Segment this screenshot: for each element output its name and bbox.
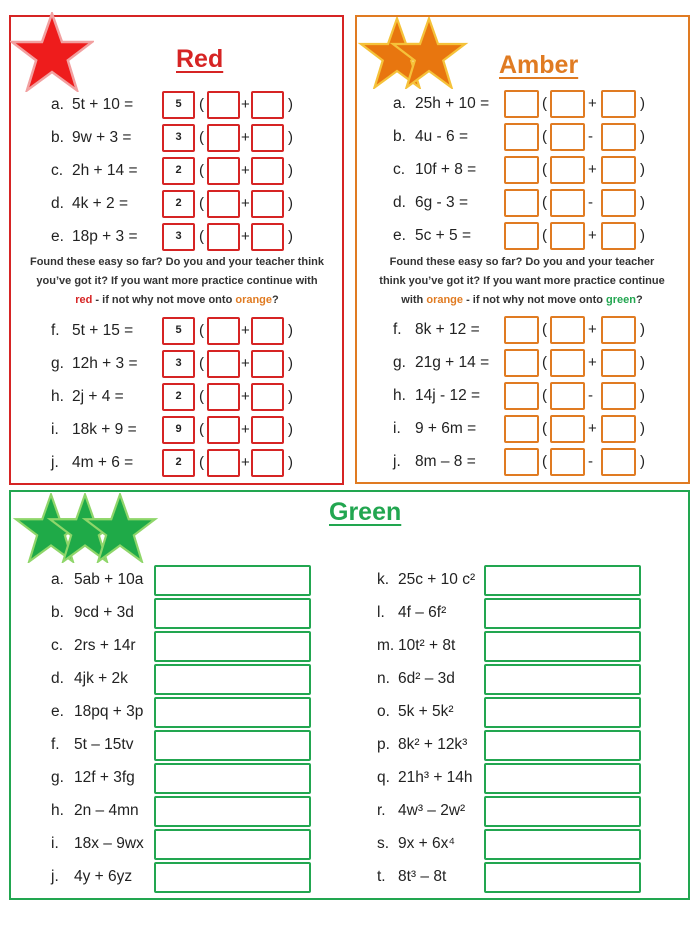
operator-sign: - xyxy=(588,453,593,470)
answer-box-term2[interactable] xyxy=(251,383,284,411)
operator-sign: + xyxy=(588,161,597,178)
red-progress-note: Found these easy so far? Do you and your teacher think you’ve got it? If you want more practice continue with red - if not why not move onto orange? xyxy=(29,256,324,306)
operator-sign: + xyxy=(241,355,250,372)
question-expression: 9w + 3 = xyxy=(72,129,132,146)
close-bracket: ) xyxy=(288,195,293,212)
question-expression: 6g - 3 = xyxy=(415,194,468,211)
question-label: a. xyxy=(51,571,64,588)
answer-box-term2[interactable] xyxy=(251,190,284,218)
operator-sign: + xyxy=(241,96,250,113)
question-expression: 18p + 3 = xyxy=(72,228,138,245)
question-expression: 12h + 3 = xyxy=(72,355,138,372)
answer-box-term1[interactable] xyxy=(550,222,585,250)
question-label: s. xyxy=(377,835,390,852)
star-icon xyxy=(387,17,471,89)
factor-box: 2 xyxy=(162,190,195,218)
question-expression: 18k + 9 = xyxy=(72,421,137,438)
question-expression: 4f – 6f² xyxy=(398,604,447,621)
question-expression: 2rs + 14r xyxy=(74,637,136,654)
answer-box-term2[interactable] xyxy=(251,91,284,119)
answer-box[interactable] xyxy=(484,697,641,728)
open-bracket: ( xyxy=(199,421,204,438)
question-label: h. xyxy=(51,802,64,819)
close-bracket: ) xyxy=(288,228,293,245)
factor-box: 2 xyxy=(162,157,195,185)
answer-box-term2[interactable] xyxy=(601,316,636,344)
question-expression: 2h + 14 = xyxy=(72,162,138,179)
answer-box-term2[interactable] xyxy=(601,415,636,443)
question-label: j. xyxy=(51,454,59,471)
star-icon xyxy=(80,493,160,563)
factor-box: 2 xyxy=(162,383,195,411)
question-expression: 9x + 6x⁴ xyxy=(398,835,456,852)
question-expression: 8k + 12 = xyxy=(415,321,480,338)
answer-box-term1[interactable] xyxy=(550,189,585,217)
question-label: b. xyxy=(51,604,64,621)
operator-sign: + xyxy=(241,388,250,405)
open-bracket: ( xyxy=(199,195,204,212)
question-label: a. xyxy=(51,96,64,113)
answer-box-term1[interactable] xyxy=(207,317,240,345)
operator-sign: + xyxy=(241,421,250,438)
close-bracket: ) xyxy=(640,354,645,371)
close-bracket: ) xyxy=(640,128,645,145)
question-label: d. xyxy=(51,195,64,212)
open-bracket: ( xyxy=(542,194,547,211)
question-expression: 4u - 6 = xyxy=(415,128,468,145)
question-expression: 10f + 8 = xyxy=(415,161,477,178)
answer-box-term2[interactable] xyxy=(601,448,636,476)
close-bracket: ) xyxy=(288,454,293,471)
operator-sign: + xyxy=(588,227,597,244)
question-label: m. xyxy=(377,637,395,654)
operator-sign: + xyxy=(241,129,250,146)
question-expression: 2j + 4 = xyxy=(72,388,124,405)
star-icon xyxy=(10,12,94,92)
answer-box-term1[interactable] xyxy=(207,383,240,411)
answer-box[interactable] xyxy=(154,565,311,596)
answer-box-term1[interactable] xyxy=(207,223,240,251)
answer-box[interactable] xyxy=(484,829,641,860)
question-label: g. xyxy=(51,769,64,786)
open-bracket: ( xyxy=(542,453,547,470)
question-label: g. xyxy=(393,354,406,371)
close-bracket: ) xyxy=(288,96,293,113)
operator-sign: + xyxy=(241,454,250,471)
open-bracket: ( xyxy=(199,388,204,405)
factor-box[interactable] xyxy=(504,415,539,443)
factor-box: 3 xyxy=(162,223,195,251)
answer-box-term2[interactable] xyxy=(601,349,636,377)
question-expression: 4m + 6 = xyxy=(72,454,134,471)
answer-box-term1[interactable] xyxy=(207,449,240,477)
answer-box-term2[interactable] xyxy=(251,449,284,477)
factor-box: 3 xyxy=(162,350,195,378)
question-expression: 6d² – 3d xyxy=(398,670,455,687)
question-expression: 4w³ – 2w² xyxy=(398,802,466,819)
factor-box[interactable] xyxy=(504,382,539,410)
close-bracket: ) xyxy=(288,129,293,146)
answer-box[interactable] xyxy=(484,631,641,662)
factor-box[interactable] xyxy=(504,448,539,476)
question-label: i. xyxy=(51,835,59,852)
close-bracket: ) xyxy=(640,453,645,470)
question-expression: 8t³ – 8t xyxy=(398,868,447,885)
answer-box-term1[interactable] xyxy=(550,415,585,443)
question-label: a. xyxy=(393,95,406,112)
question-expression: 9cd + 3d xyxy=(74,604,134,621)
close-bracket: ) xyxy=(640,321,645,338)
close-bracket: ) xyxy=(640,420,645,437)
question-expression: 21h³ + 14h xyxy=(398,769,473,786)
open-bracket: ( xyxy=(542,420,547,437)
question-label: j. xyxy=(51,868,59,885)
answer-box[interactable] xyxy=(484,598,641,629)
open-bracket: ( xyxy=(542,354,547,371)
answer-box[interactable] xyxy=(484,796,641,827)
open-bracket: ( xyxy=(542,227,547,244)
factor-box[interactable] xyxy=(504,189,539,217)
factor-box[interactable] xyxy=(504,90,539,118)
answer-box-term1[interactable] xyxy=(550,123,585,151)
question-label: l. xyxy=(377,604,385,621)
answer-box-term2[interactable] xyxy=(251,317,284,345)
answer-box-term1[interactable] xyxy=(207,350,240,378)
open-bracket: ( xyxy=(199,162,204,179)
answer-box-term2[interactable] xyxy=(251,223,284,251)
answer-box-term1[interactable] xyxy=(550,156,585,184)
open-bracket: ( xyxy=(199,129,204,146)
open-bracket: ( xyxy=(542,128,547,145)
amber-progress-note: Found these easy so far? Do you and your teacher think you’ve got it? If you want more practice continue with orange - if not why not move onto green? xyxy=(379,256,665,306)
answer-box-term2[interactable] xyxy=(601,156,636,184)
close-bracket: ) xyxy=(640,387,645,404)
open-bracket: ( xyxy=(199,322,204,339)
open-bracket: ( xyxy=(542,387,547,404)
open-bracket: ( xyxy=(199,228,204,245)
close-bracket: ) xyxy=(288,355,293,372)
open-bracket: ( xyxy=(542,321,547,338)
question-expression: 5k + 5k² xyxy=(398,703,454,720)
open-bracket: ( xyxy=(542,95,547,112)
operator-sign: + xyxy=(588,354,597,371)
answer-box[interactable] xyxy=(484,763,641,794)
question-label: e. xyxy=(51,703,64,720)
open-bracket: ( xyxy=(199,96,204,113)
answer-box-term2[interactable] xyxy=(251,124,284,152)
question-label: c. xyxy=(393,161,406,178)
close-bracket: ) xyxy=(288,322,293,339)
question-label: h. xyxy=(393,387,406,404)
answer-box[interactable] xyxy=(154,862,311,893)
answer-box[interactable] xyxy=(484,565,641,596)
answer-box-term1[interactable] xyxy=(207,416,240,444)
answer-box[interactable] xyxy=(154,664,311,695)
factor-box: 9 xyxy=(162,416,195,444)
question-label: d. xyxy=(51,670,64,687)
question-expression: 8m – 8 = xyxy=(415,453,476,470)
operator-sign: + xyxy=(588,420,597,437)
factor-box[interactable] xyxy=(504,349,539,377)
operator-sign: + xyxy=(588,95,597,112)
question-expression: 9 + 6m = xyxy=(415,420,477,437)
open-bracket: ( xyxy=(199,355,204,372)
question-expression: 5c + 5 = xyxy=(415,227,472,244)
question-label: r. xyxy=(377,802,386,819)
question-label: q. xyxy=(377,769,390,786)
operator-sign: - xyxy=(588,194,593,211)
answer-box-term2[interactable] xyxy=(601,189,636,217)
question-expression: 5ab + 10a xyxy=(74,571,144,588)
answer-box[interactable] xyxy=(154,697,311,728)
question-expression: 12f + 3fg xyxy=(74,769,135,786)
section-title-amber: Amber xyxy=(499,51,579,79)
question-expression: 18pq + 3p xyxy=(74,703,144,720)
answer-box[interactable] xyxy=(154,730,311,761)
answer-box[interactable] xyxy=(154,829,311,860)
question-label: p. xyxy=(377,736,390,753)
answer-box-term1[interactable] xyxy=(550,349,585,377)
answer-box-term1[interactable] xyxy=(550,448,585,476)
operator-sign: + xyxy=(241,162,250,179)
question-label: c. xyxy=(51,637,64,654)
close-bracket: ) xyxy=(640,227,645,244)
section-title-green: Green xyxy=(329,498,402,526)
answer-box-term1[interactable] xyxy=(207,190,240,218)
operator-sign: - xyxy=(588,387,593,404)
factor-box: 2 xyxy=(162,449,195,477)
factor-box[interactable] xyxy=(504,156,539,184)
answer-box[interactable] xyxy=(154,796,311,827)
factor-box[interactable] xyxy=(504,123,539,151)
answer-box-term1[interactable] xyxy=(207,124,240,152)
open-bracket: ( xyxy=(199,454,204,471)
answer-box-term2[interactable] xyxy=(251,350,284,378)
question-expression: 5t – 15tv xyxy=(74,736,134,753)
question-label: o. xyxy=(377,703,390,720)
question-label: d. xyxy=(393,194,406,211)
close-bracket: ) xyxy=(640,95,645,112)
question-label: t. xyxy=(377,868,386,885)
question-label: i. xyxy=(51,421,59,438)
answer-box[interactable] xyxy=(484,730,641,761)
answer-box[interactable] xyxy=(484,664,641,695)
question-label: b. xyxy=(393,128,406,145)
operator-sign: + xyxy=(241,228,250,245)
question-expression: 14j - 12 = xyxy=(415,387,481,404)
question-expression: 4k + 2 = xyxy=(72,195,129,212)
question-label: n. xyxy=(377,670,390,687)
question-expression: 2n – 4mn xyxy=(74,802,139,819)
question-label: i. xyxy=(393,420,401,437)
factor-box: 5 xyxy=(162,91,195,119)
close-bracket: ) xyxy=(640,161,645,178)
question-expression: 5t + 10 = xyxy=(72,96,134,113)
question-expression: 25c + 10 c² xyxy=(398,571,476,588)
question-expression: 10t² + 8t xyxy=(398,637,456,654)
answer-box-term1[interactable] xyxy=(207,91,240,119)
question-expression: 4y + 6yz xyxy=(74,868,133,885)
question-label: c. xyxy=(51,162,64,179)
factor-box: 5 xyxy=(162,317,195,345)
answer-box[interactable] xyxy=(154,631,311,662)
factor-box[interactable] xyxy=(504,316,539,344)
question-expression: 21g + 14 = xyxy=(415,354,490,371)
question-label: b. xyxy=(51,129,64,146)
close-bracket: ) xyxy=(288,421,293,438)
answer-box[interactable] xyxy=(484,862,641,893)
operator-sign: + xyxy=(241,195,250,212)
question-label: f. xyxy=(51,736,60,753)
question-expression: 4jk + 2k xyxy=(74,670,128,687)
question-expression: 5t + 15 = xyxy=(72,322,134,339)
answer-box-term2[interactable] xyxy=(601,382,636,410)
question-label: e. xyxy=(51,228,64,245)
question-expression: 25h + 10 = xyxy=(415,95,490,112)
answer-box-term1[interactable] xyxy=(550,90,585,118)
factor-box: 3 xyxy=(162,124,195,152)
answer-box-term1[interactable] xyxy=(550,382,585,410)
question-label: h. xyxy=(51,388,64,405)
question-expression: 18x – 9wx xyxy=(74,835,144,852)
question-label: k. xyxy=(377,571,390,588)
answer-box-term2[interactable] xyxy=(601,123,636,151)
answer-box-term1[interactable] xyxy=(207,157,240,185)
question-label: e. xyxy=(393,227,406,244)
question-label: g. xyxy=(51,355,64,372)
operator-sign: - xyxy=(588,128,593,145)
question-label: f. xyxy=(51,322,60,339)
answer-box-term2[interactable] xyxy=(601,222,636,250)
open-bracket: ( xyxy=(542,161,547,178)
answer-box-term2[interactable] xyxy=(251,157,284,185)
close-bracket: ) xyxy=(288,162,293,179)
answer-box[interactable] xyxy=(154,763,311,794)
answer-box-term1[interactable] xyxy=(550,316,585,344)
operator-sign: + xyxy=(241,322,250,339)
question-expression: 8k² + 12k³ xyxy=(398,736,468,753)
close-bracket: ) xyxy=(288,388,293,405)
question-label: f. xyxy=(393,321,402,338)
answer-box[interactable] xyxy=(154,598,311,629)
close-bracket: ) xyxy=(640,194,645,211)
answer-box-term2[interactable] xyxy=(251,416,284,444)
factor-box[interactable] xyxy=(504,222,539,250)
operator-sign: + xyxy=(588,321,597,338)
question-label: j. xyxy=(393,453,401,470)
answer-box-term2[interactable] xyxy=(601,90,636,118)
section-title-red: Red xyxy=(176,45,224,73)
